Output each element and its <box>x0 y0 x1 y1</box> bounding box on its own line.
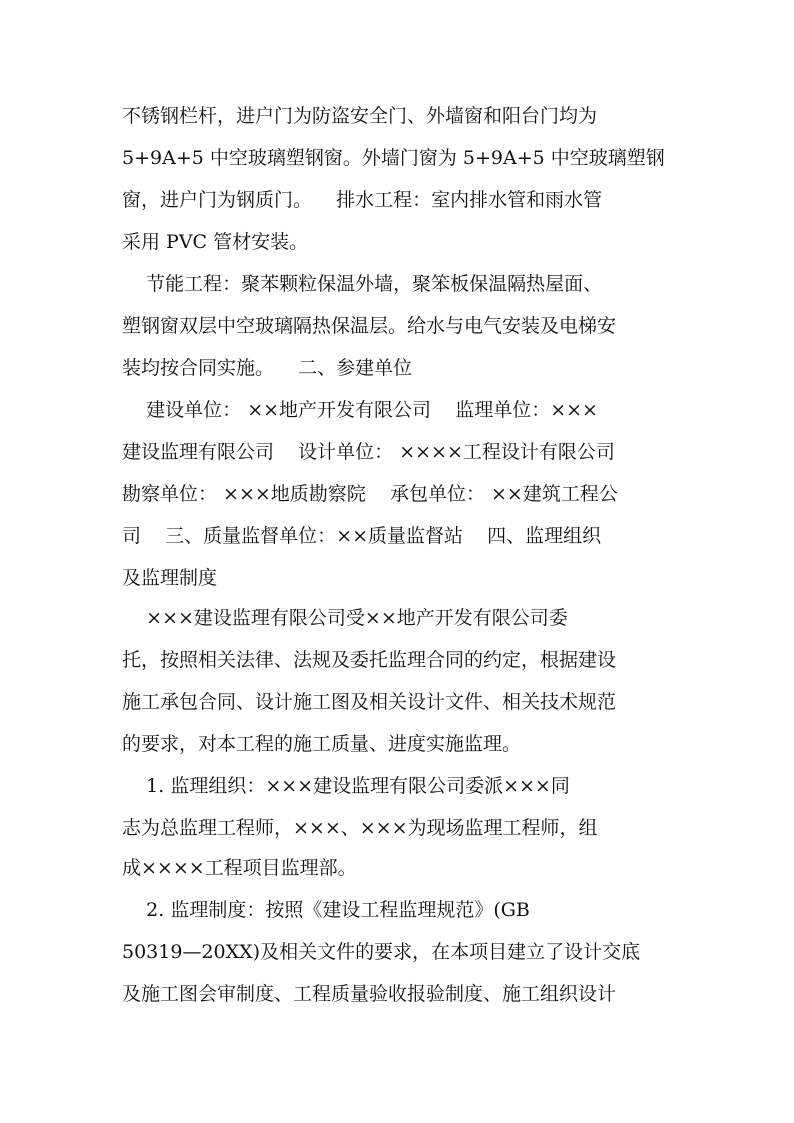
text-line: 勘察单位： ×××地质勘察院 承包单位： ××建筑工程公 <box>122 483 618 505</box>
text-line: 50319—20XX)及相关文件的要求，在本项目建立了设计交底 <box>122 941 641 963</box>
text-line: 节能工程：聚苯颗粒保温外墙，聚笨板保温隔热屋面、 <box>122 273 603 295</box>
text-line: 托，按照相关法律、法规及委托监理合同的约定，根据建设 <box>122 649 617 671</box>
text-line: 志为总监理工程师，×××、×××为现场监理工程师，组 <box>122 817 598 839</box>
text-line: 司 三、质量监督单位：××质量监督站 四、监理组织 <box>122 525 602 547</box>
text-line: 2. 监理制度：按照《建设工程监理规范》(GB <box>122 899 530 921</box>
text-line: 成××××工程项目监理部。 <box>122 857 357 879</box>
text-line: 及施工图会审制度、工程质量验收报验制度、施工组织设计 <box>122 983 617 1005</box>
text-line: 及监理制度 <box>122 567 218 589</box>
text-line: 建设单位： ××地产开发有限公司 监理单位：××× <box>122 399 598 421</box>
text-line: ×××建设监理有限公司受××地产开发有限公司委 <box>122 607 568 629</box>
text-line: 不锈钢栏杆，进户门为防盗安全门、外墙窗和阳台门均为 <box>122 105 598 127</box>
text-line: 1. 监理组织：×××建设监理有限公司委派×××同 <box>122 775 570 797</box>
text-line: 5+9A+5 中空玻璃塑钢窗。外墙门窗为 5+9A+5 中空玻璃塑钢 <box>122 147 665 169</box>
text-line: 的要求，对本工程的施工质量、进度实施监理。 <box>122 733 522 755</box>
text-line: 塑钢窗双层中空玻璃隔热保温层。给水与电气安装及电梯安 <box>122 315 617 337</box>
text-line: 建设监理有限公司 设计单位： ××××工程设计有限公司 <box>122 441 615 463</box>
text-line: 装均按合同实施。 二、参建单位 <box>122 357 413 379</box>
text-line: 采用 PVC 管材安装。 <box>122 231 309 253</box>
text-line: 窗，进户门为钢质门。 排水工程：室内排水管和雨水管 <box>122 189 603 211</box>
text-line: 施工承包合同、设计施工图及相关设计文件、相关技术规范 <box>122 691 617 713</box>
